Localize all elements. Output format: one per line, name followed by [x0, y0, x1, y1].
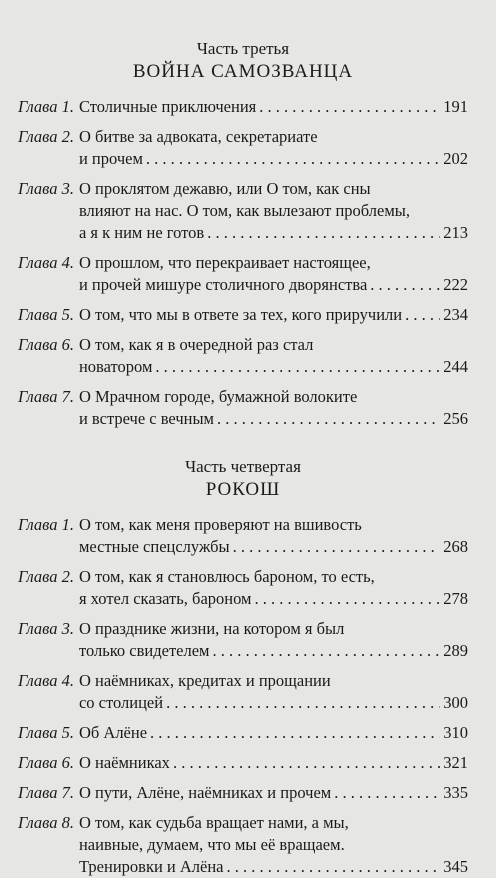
toc-entry: [18, 334, 468, 378]
page-number: 300: [443, 693, 468, 712]
title-line: О наёмниках, кредитах и прощании: [78, 671, 331, 690]
title-line: и прочей мишуре столичного дворянства: [78, 275, 368, 294]
dot-leader: [233, 536, 441, 558]
dot-leader: [173, 752, 440, 774]
page-number: 321: [443, 753, 468, 772]
toc-entry: [18, 722, 468, 744]
title-line: я хотел сказать, бароном: [78, 589, 252, 608]
title-line: наивные, думаем, что мы её вращаем.: [78, 835, 345, 854]
entry-title: [79, 304, 468, 326]
toc-entry: [18, 126, 468, 170]
title-line: О том, как я становлюсь бароном, то есть,: [78, 567, 375, 586]
part-label: Часть четвертая: [185, 457, 301, 476]
dot-leader: [405, 304, 440, 326]
part-four: [18, 456, 468, 878]
chapter-label: Глава 7.: [18, 387, 74, 406]
title-line: только свидетелем: [78, 641, 210, 660]
title-line: О том, как я в очередной раз стал: [78, 335, 314, 354]
dot-leader: [213, 640, 441, 662]
chapter-label: Глава 3.: [18, 619, 74, 638]
toc-list: [18, 514, 468, 878]
title-line: О прошлом, что перекраивает настоящее,: [78, 253, 371, 272]
dot-leader: [146, 148, 440, 170]
title-line: новатором: [78, 357, 153, 376]
page-number: 256: [443, 409, 468, 428]
page-number: 278: [443, 589, 468, 608]
chapter-label: Глава 6.: [18, 753, 74, 772]
toc-entry: [18, 386, 468, 430]
toc-entry: [18, 566, 468, 610]
title-line: влияют на нас. О том, как вылезают проблемы,: [78, 201, 410, 220]
title-line: О празднике жизни, на котором я был: [78, 619, 345, 638]
title-line: О наёмниках: [78, 753, 170, 772]
entry-title: [79, 334, 468, 378]
part-header: [18, 456, 468, 502]
part-title: ВОЙНА САМОЗВАНЦА: [132, 61, 354, 82]
title-line: местные спецслужбы: [78, 537, 230, 556]
entry-title: [79, 386, 468, 430]
chapter-label: Глава 2.: [18, 567, 74, 586]
entry-title: [79, 96, 468, 118]
page-number: 335: [443, 783, 468, 802]
part-spacer: [18, 438, 468, 456]
page-number: 234: [443, 305, 468, 324]
chapter-label: Глава 4.: [18, 253, 74, 272]
title-line: Тренировки и Алёна: [78, 857, 224, 876]
dot-leader: [207, 222, 440, 244]
page-number: 213: [443, 223, 468, 242]
entry-title: [79, 670, 468, 714]
dot-leader: [150, 722, 440, 744]
title-line: а я к ним не готов: [78, 223, 205, 242]
dot-leader: [259, 96, 440, 118]
entry-title: [79, 178, 468, 244]
dot-leader: [227, 856, 441, 878]
chapter-label: Глава 6.: [18, 335, 74, 354]
chapter-label: Глава 2.: [18, 127, 74, 146]
entry-title: [79, 514, 468, 558]
dot-leader: [334, 782, 440, 804]
title-line: О пути, Алёне, наёмниках и прочем: [78, 783, 332, 802]
chapter-label: Глава 1.: [18, 97, 74, 116]
toc-entry: [18, 752, 468, 774]
toc-entry: [18, 96, 468, 118]
title-line: О том, как меня проверяют на вшивость: [78, 515, 362, 534]
title-line: со столицей: [78, 693, 164, 712]
entry-title: [79, 566, 468, 610]
dot-leader: [254, 588, 440, 610]
chapter-label: Глава 3.: [18, 179, 74, 198]
page-number: 289: [443, 641, 468, 660]
toc-entry: [18, 514, 468, 558]
entry-title: [79, 812, 468, 878]
title-line: О битве за адвоката, секретариате: [78, 127, 318, 146]
part-label: Часть третья: [196, 39, 290, 58]
toc-list: [18, 96, 468, 430]
title-line: Столичные приключения: [78, 97, 257, 116]
title-line: О том, что мы в ответе за тех, кого приручили: [78, 305, 403, 324]
title-line: О Мрачном городе, бумажной волоките: [78, 387, 358, 406]
page-number: 191: [443, 97, 468, 116]
part-three: [18, 38, 468, 430]
entry-title: [79, 252, 468, 296]
chapter-label: Глава 5.: [18, 305, 74, 324]
title-line: Об Алёне: [78, 723, 148, 742]
chapter-label: Глава 8.: [18, 813, 74, 832]
dot-leader: [155, 356, 440, 378]
entry-title: [79, 752, 468, 774]
entry-title: [79, 618, 468, 662]
chapter-label: Глава 4.: [18, 671, 74, 690]
title-line: и прочем: [78, 149, 143, 168]
title-line: О проклятом дежавю, или О том, как сны: [78, 179, 371, 198]
title-line: и встрече с вечным: [78, 409, 214, 428]
toc-entry: [18, 252, 468, 296]
entry-title: [79, 126, 468, 170]
page-number: 345: [443, 857, 468, 876]
page-number: 310: [443, 723, 468, 742]
chapter-label: Глава 5.: [18, 723, 74, 742]
page-number: 244: [443, 357, 468, 376]
entry-title: [79, 782, 468, 804]
page-number: 202: [443, 149, 468, 168]
page-number: 222: [443, 275, 468, 294]
toc-entry: [18, 618, 468, 662]
entry-title: [79, 722, 468, 744]
part-title: РОКОШ: [205, 479, 281, 500]
chapter-label: Глава 7.: [18, 783, 74, 802]
toc-entry: [18, 670, 468, 714]
toc-entry: [18, 812, 468, 878]
dot-leader: [166, 692, 440, 714]
toc-entry: [18, 178, 468, 244]
chapter-label: Глава 1.: [18, 515, 74, 534]
dot-leader: [217, 408, 440, 430]
toc-entry: [18, 782, 468, 804]
page-number: 268: [443, 537, 468, 556]
toc-entry: [18, 304, 468, 326]
title-line: О том, как судьба вращает нами, а мы,: [78, 813, 349, 832]
part-header: [18, 38, 468, 84]
dot-leader: [370, 274, 440, 296]
